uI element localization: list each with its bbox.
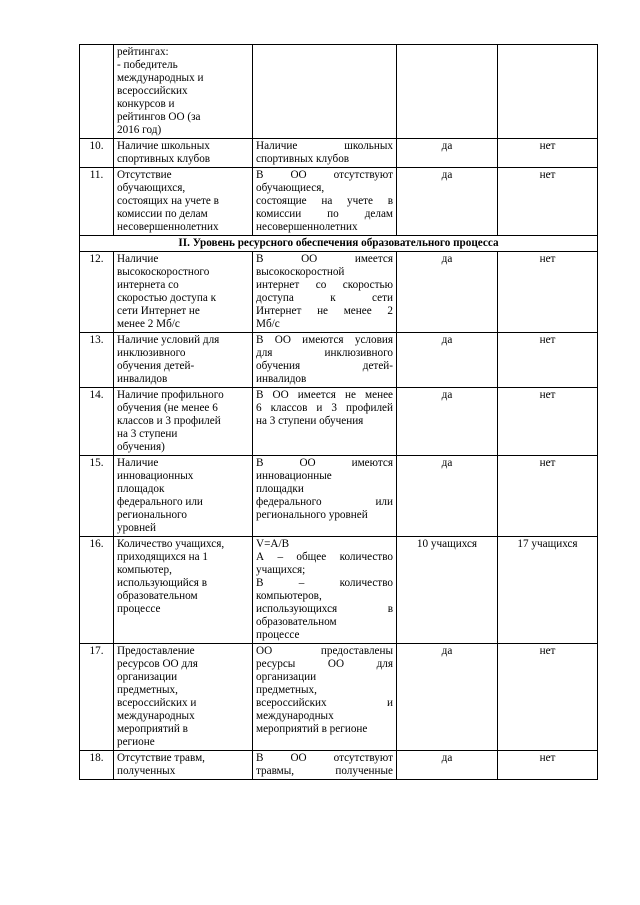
method-line: предметных,: [256, 684, 317, 696]
value-previous: нет: [498, 139, 598, 168]
value-previous: [498, 45, 598, 139]
method-line: федерального или: [256, 496, 393, 508]
section-row-group: [80, 236, 598, 252]
row-number: 14.: [80, 388, 114, 456]
row-number: 15.: [80, 456, 114, 537]
method-line: мероприятий в регионе: [256, 723, 368, 735]
method-cell: [253, 45, 397, 139]
method-line: Наличие школьных: [256, 140, 393, 152]
method-line: V=A/B: [256, 538, 290, 550]
method-line: А – общее количество: [256, 551, 393, 563]
value-previous: нет: [498, 388, 598, 456]
value-current: да: [397, 456, 498, 537]
method-cell: [253, 252, 397, 333]
method-line: В ОО отсутствуют: [256, 169, 393, 181]
method-line: спортивных клубов: [256, 153, 350, 165]
method-cell: [253, 388, 397, 456]
method-cell: [253, 456, 397, 537]
method-line: организации: [256, 671, 317, 683]
method-line: для инклюзивного: [256, 347, 393, 359]
method-cell: [253, 333, 397, 388]
indicator-cell: [114, 168, 253, 236]
indicator-cell: [114, 537, 253, 644]
value-current: [397, 45, 498, 139]
method-line: обучающиеся,: [256, 182, 325, 194]
indicator-text: Наличие высокоскоростного интернета со скоростью доступа к сети Интернет не менее 2 Мб/с: [117, 253, 217, 330]
method-line: на 3 ступени обучения: [256, 415, 364, 427]
row-number: 16.: [80, 537, 114, 644]
method-line: компьютеров,: [256, 590, 322, 602]
method-cell: [253, 537, 397, 644]
indicator-cell: [114, 456, 253, 537]
indicator-text: Наличие условий для инклюзивного обучения детей- инвалидов: [117, 334, 220, 385]
method-line: площадки: [256, 483, 304, 495]
method-line: инвалидов: [256, 373, 307, 385]
table-row: [80, 537, 598, 644]
method-line: травмы, полученные: [256, 765, 393, 777]
row-number: 17.: [80, 644, 114, 751]
indicator-text: Наличие профильного обучения (не менее 6 классов и 3 профилей на 3 ступени обучения): [117, 389, 224, 453]
table-row: [80, 456, 598, 537]
indicator-text: Отсутствие травм, полученных: [117, 752, 205, 777]
method-line: В ОО имеются: [256, 457, 393, 469]
section-header-row: [80, 236, 598, 252]
method-line: Мб/с: [256, 318, 280, 330]
method-line: 6 классов и 3 профилей: [256, 402, 393, 414]
method-line: несовершеннолетних: [256, 221, 358, 233]
indicator-text: Наличие инновационных площадок федерального или регионального уровней: [117, 457, 203, 534]
table-row: [80, 644, 598, 751]
row-number: 18.: [80, 751, 114, 780]
indicator-cell: [114, 139, 253, 168]
method-line: ресурсы ОО для: [256, 658, 393, 670]
method-line: международных: [256, 710, 334, 722]
method-line: обучения детей-: [256, 360, 393, 372]
value-current: да: [397, 751, 498, 780]
method-line: учащихся;: [256, 564, 306, 576]
table-row: [80, 751, 598, 780]
value-current: 10 учащихся: [397, 537, 498, 644]
value-previous: нет: [498, 456, 598, 537]
value-current: да: [397, 388, 498, 456]
method-line: В – количество: [256, 577, 393, 589]
indicator-text: Отсутствие обучающихся, состоящих на учете в комиссии по делам несовершеннолетних: [117, 169, 219, 233]
table-row: [80, 168, 598, 236]
row-number: 13.: [80, 333, 114, 388]
method-cell: [253, 139, 397, 168]
method-line: В ОО имеются условия: [256, 334, 393, 346]
method-line: ОО предоставлены: [256, 645, 393, 657]
method-line: всероссийских и: [256, 697, 393, 709]
indicator-cell: [114, 644, 253, 751]
row-number: [80, 45, 114, 139]
table-row: [80, 333, 598, 388]
indicator-cell: [114, 333, 253, 388]
value-current: да: [397, 252, 498, 333]
value-previous: нет: [498, 751, 598, 780]
indicator-cell: [114, 252, 253, 333]
indicator-text: Наличие школьных спортивных клубов: [117, 140, 211, 165]
row-number: 10.: [80, 139, 114, 168]
value-current: да: [397, 644, 498, 751]
indicator-cell: [114, 388, 253, 456]
indicator-cell: [114, 751, 253, 780]
section-title: II. Уровень ресурсного обеспечения образовательного процесса: [80, 236, 598, 252]
table-row: [80, 139, 598, 168]
table-row: [80, 252, 598, 333]
method-line: высокоскоростной: [256, 266, 345, 278]
method-line: В ОО отсутствуют: [256, 752, 393, 764]
indicator-text: рейтингах: - победитель международных и всероссийских конкурсов и рейтингов ОО (за 2016 год): [117, 46, 204, 136]
indicator-cell: [114, 45, 253, 139]
table-body-top: [80, 45, 598, 236]
indicator-text: Предоставление ресурсов ОО для организации предметных, всероссийских и международных мероприятий в регионе: [117, 645, 198, 748]
method-line: использующихся в: [256, 603, 393, 615]
method-cell: [253, 751, 397, 780]
method-line: комиссии по делам: [256, 208, 393, 220]
method-line: интернет со скоростью: [256, 279, 393, 291]
table-row: [80, 388, 598, 456]
value-previous: нет: [498, 644, 598, 751]
method-cell: [253, 644, 397, 751]
value-current: да: [397, 168, 498, 236]
method-line: В ОО имеется не менее: [256, 389, 393, 401]
method-line: доступа к сети: [256, 292, 393, 304]
method-cell: [253, 168, 397, 236]
row-number: 12.: [80, 252, 114, 333]
method-line: Интернет не менее 2: [256, 305, 393, 317]
value-previous: 17 учащихся: [498, 537, 598, 644]
method-line: инновационные: [256, 470, 332, 482]
method-line: состоящие на учете в: [256, 195, 393, 207]
indicators-table: [79, 44, 598, 780]
value-previous: нет: [498, 252, 598, 333]
value-current: да: [397, 333, 498, 388]
indicator-text: Количество учащихся, приходящихся на 1 компьютер, использующийся в образовательном процессе: [117, 538, 225, 615]
table-body-bottom: [80, 252, 598, 780]
row-number: 11.: [80, 168, 114, 236]
method-line: регионального уровней: [256, 509, 368, 521]
value-current: да: [397, 139, 498, 168]
method-line: процессе: [256, 629, 300, 641]
value-previous: нет: [498, 168, 598, 236]
value-previous: нет: [498, 333, 598, 388]
method-line: образовательном: [256, 616, 337, 628]
method-line: В ОО имеется: [256, 253, 393, 265]
table-row: [80, 45, 598, 139]
